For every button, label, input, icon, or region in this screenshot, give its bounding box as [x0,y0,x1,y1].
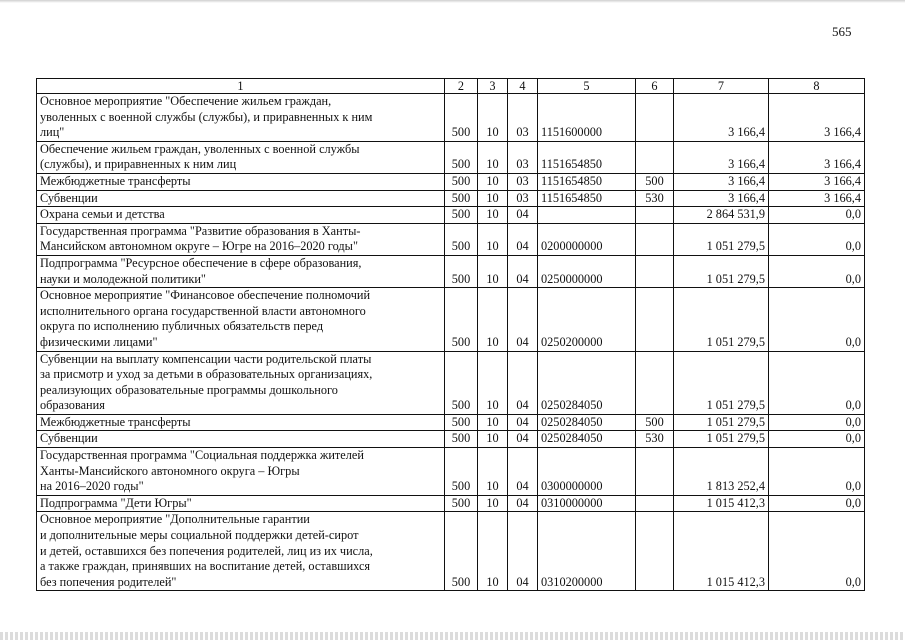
cell-code-6 [636,288,674,351]
cell-code-6: 500 [636,173,674,190]
table-row [37,141,865,173]
table-row [37,207,865,224]
cell-code-5: 1151600000 [538,94,636,142]
cell-code-6 [636,141,674,173]
table-row [37,255,865,287]
cell-code-3: 10 [478,495,508,512]
cell-code-6: 500 [636,414,674,431]
table-row [37,414,865,431]
scan-edge-top [0,0,905,3]
table-row [37,448,865,496]
cell-code-3: 10 [478,255,508,287]
row-name: Государственная программа "Социальная поддержка жителей Ханты-Мансийского автономного округа – Югры на 2016–2020 годы" [37,448,445,496]
cell-code-5: 0250284050 [538,351,636,414]
page-number: 565 [832,24,852,39]
cell-code-2: 500 [445,207,478,224]
row-name: Субвенции [37,190,445,207]
cell-code-4: 04 [508,223,538,255]
cell-amount-8: 0,0 [769,255,865,287]
row-name: Субвенции на выплату компенсации части родительской платы за присмотр и уход за детьми в образовательных организациях, реализующих образовательные программы дошкольного образования [37,351,445,414]
cell-code-5: 0250284050 [538,431,636,448]
cell-amount-8: 0,0 [769,414,865,431]
row-name: Основное мероприятие "Финансовое обеспечение полномочий исполнительного органа государственной власти автономного округа по исполнению публичных обязательств перед физическими лицами" [37,288,445,351]
cell-amount-8: 3 166,4 [769,94,865,142]
cell-code-3: 10 [478,190,508,207]
cell-code-5: 0200000000 [538,223,636,255]
cell-code-3: 10 [478,448,508,496]
header-col-4: 4 [508,79,538,94]
cell-code-4: 04 [508,288,538,351]
cell-amount-8: 0,0 [769,512,865,591]
cell-code-2: 500 [445,431,478,448]
table-row [37,431,865,448]
table-row [37,173,865,190]
cell-code-2: 500 [445,512,478,591]
cell-amount-8: 0,0 [769,431,865,448]
cell-code-4: 03 [508,141,538,173]
row-name: Субвенции [37,431,445,448]
table-row [37,351,865,414]
cell-code-2: 500 [445,351,478,414]
cell-code-5: 0250200000 [538,288,636,351]
table-row [37,288,865,351]
cell-amount-7: 1 015 412,3 [674,495,769,512]
cell-amount-7: 3 166,4 [674,141,769,173]
cell-code-2: 500 [445,190,478,207]
cell-amount-8: 0,0 [769,448,865,496]
table-row [37,94,865,142]
cell-code-4: 04 [508,207,538,224]
table-row [37,223,865,255]
header-col-3: 3 [478,79,508,94]
cell-code-6 [636,512,674,591]
row-name: Межбюджетные трансферты [37,414,445,431]
cell-code-3: 10 [478,94,508,142]
cell-code-4: 04 [508,255,538,287]
cell-amount-8: 0,0 [769,495,865,512]
cell-code-3: 10 [478,141,508,173]
header-row [37,79,865,94]
cell-code-4: 04 [508,414,538,431]
table-row [37,190,865,207]
cell-code-4: 04 [508,351,538,414]
cell-amount-7: 3 166,4 [674,173,769,190]
cell-code-3: 10 [478,173,508,190]
cell-amount-7: 1 813 252,4 [674,448,769,496]
cell-code-4: 03 [508,173,538,190]
cell-code-5: 1151654850 [538,173,636,190]
row-name: Обеспечение жильем граждан, уволенных с военной службы (службы), и приравненных к ним лиц [37,141,445,173]
row-name: Подпрограмма "Дети Югры" [37,495,445,512]
cell-code-5: 0250000000 [538,255,636,287]
cell-amount-8: 3 166,4 [769,190,865,207]
cell-code-3: 10 [478,288,508,351]
cell-code-3: 10 [478,414,508,431]
cell-code-6 [636,351,674,414]
cell-code-2: 500 [445,173,478,190]
cell-amount-7: 1 051 279,5 [674,431,769,448]
header-col-1: 1 [37,79,445,94]
header-col-7: 7 [674,79,769,94]
cell-code-2: 500 [445,414,478,431]
budget-table [36,78,865,591]
cell-code-6 [636,207,674,224]
cell-amount-7: 1 051 279,5 [674,223,769,255]
header-col-6: 6 [636,79,674,94]
cell-code-6 [636,448,674,496]
cell-code-2: 500 [445,448,478,496]
scan-edge-bottom [0,632,905,640]
cell-code-4: 03 [508,190,538,207]
cell-code-4: 04 [508,512,538,591]
table-row [37,495,865,512]
cell-code-5: 1151654850 [538,190,636,207]
cell-code-6: 530 [636,431,674,448]
cell-code-4: 04 [508,431,538,448]
cell-code-5: 0310000000 [538,495,636,512]
cell-code-3: 10 [478,431,508,448]
cell-code-4: 04 [508,448,538,496]
cell-code-6 [636,255,674,287]
cell-code-5: 0250284050 [538,414,636,431]
cell-amount-8: 0,0 [769,288,865,351]
cell-code-5 [538,207,636,224]
cell-code-3: 10 [478,351,508,414]
cell-code-6: 530 [636,190,674,207]
row-name: Охрана семьи и детства [37,207,445,224]
row-name: Основное мероприятие "Обеспечение жильем граждан, уволенных с военной службы (службы), и приравненных к ним лиц" [37,94,445,142]
cell-code-3: 10 [478,207,508,224]
cell-amount-7: 2 864 531,9 [674,207,769,224]
cell-code-2: 500 [445,141,478,173]
cell-code-4: 03 [508,94,538,142]
cell-code-6 [636,94,674,142]
row-name: Основное мероприятие "Дополнительные гарантии и дополнительные меры социальной поддержки детей-сирот и детей, оставшихся без попечения родителей, лиц из их числа, а также граждан, принявших на воспитание детей, оставшихся без попечения родителей" [37,512,445,591]
cell-amount-7: 3 166,4 [674,94,769,142]
cell-amount-7: 3 166,4 [674,190,769,207]
cell-code-2: 500 [445,495,478,512]
cell-amount-8: 0,0 [769,351,865,414]
cell-code-5: 0300000000 [538,448,636,496]
cell-amount-7: 1 015 412,3 [674,512,769,591]
cell-code-6 [636,223,674,255]
cell-code-4: 04 [508,495,538,512]
cell-amount-8: 0,0 [769,207,865,224]
cell-code-5: 0310200000 [538,512,636,591]
cell-code-2: 500 [445,94,478,142]
cell-amount-8: 0,0 [769,223,865,255]
cell-amount-7: 1 051 279,5 [674,414,769,431]
header-col-2: 2 [445,79,478,94]
cell-amount-7: 1 051 279,5 [674,255,769,287]
header-col-8: 8 [769,79,865,94]
cell-code-2: 500 [445,255,478,287]
row-name: Межбюджетные трансферты [37,173,445,190]
cell-code-3: 10 [478,512,508,591]
cell-code-2: 500 [445,288,478,351]
cell-code-2: 500 [445,223,478,255]
cell-amount-7: 1 051 279,5 [674,351,769,414]
cell-code-3: 10 [478,223,508,255]
table-row [37,512,865,591]
cell-amount-7: 1 051 279,5 [674,288,769,351]
row-name: Государственная программа "Развитие образования в Ханты- Мансийском автономном округе – Югре на 2016–2020 годы" [37,223,445,255]
header-col-5: 5 [538,79,636,94]
row-name: Подпрограмма "Ресурсное обеспечение в сфере образования, науки и молодежной политики" [37,255,445,287]
cell-code-6 [636,495,674,512]
cell-amount-8: 3 166,4 [769,141,865,173]
cell-code-5: 1151654850 [538,141,636,173]
cell-amount-8: 3 166,4 [769,173,865,190]
